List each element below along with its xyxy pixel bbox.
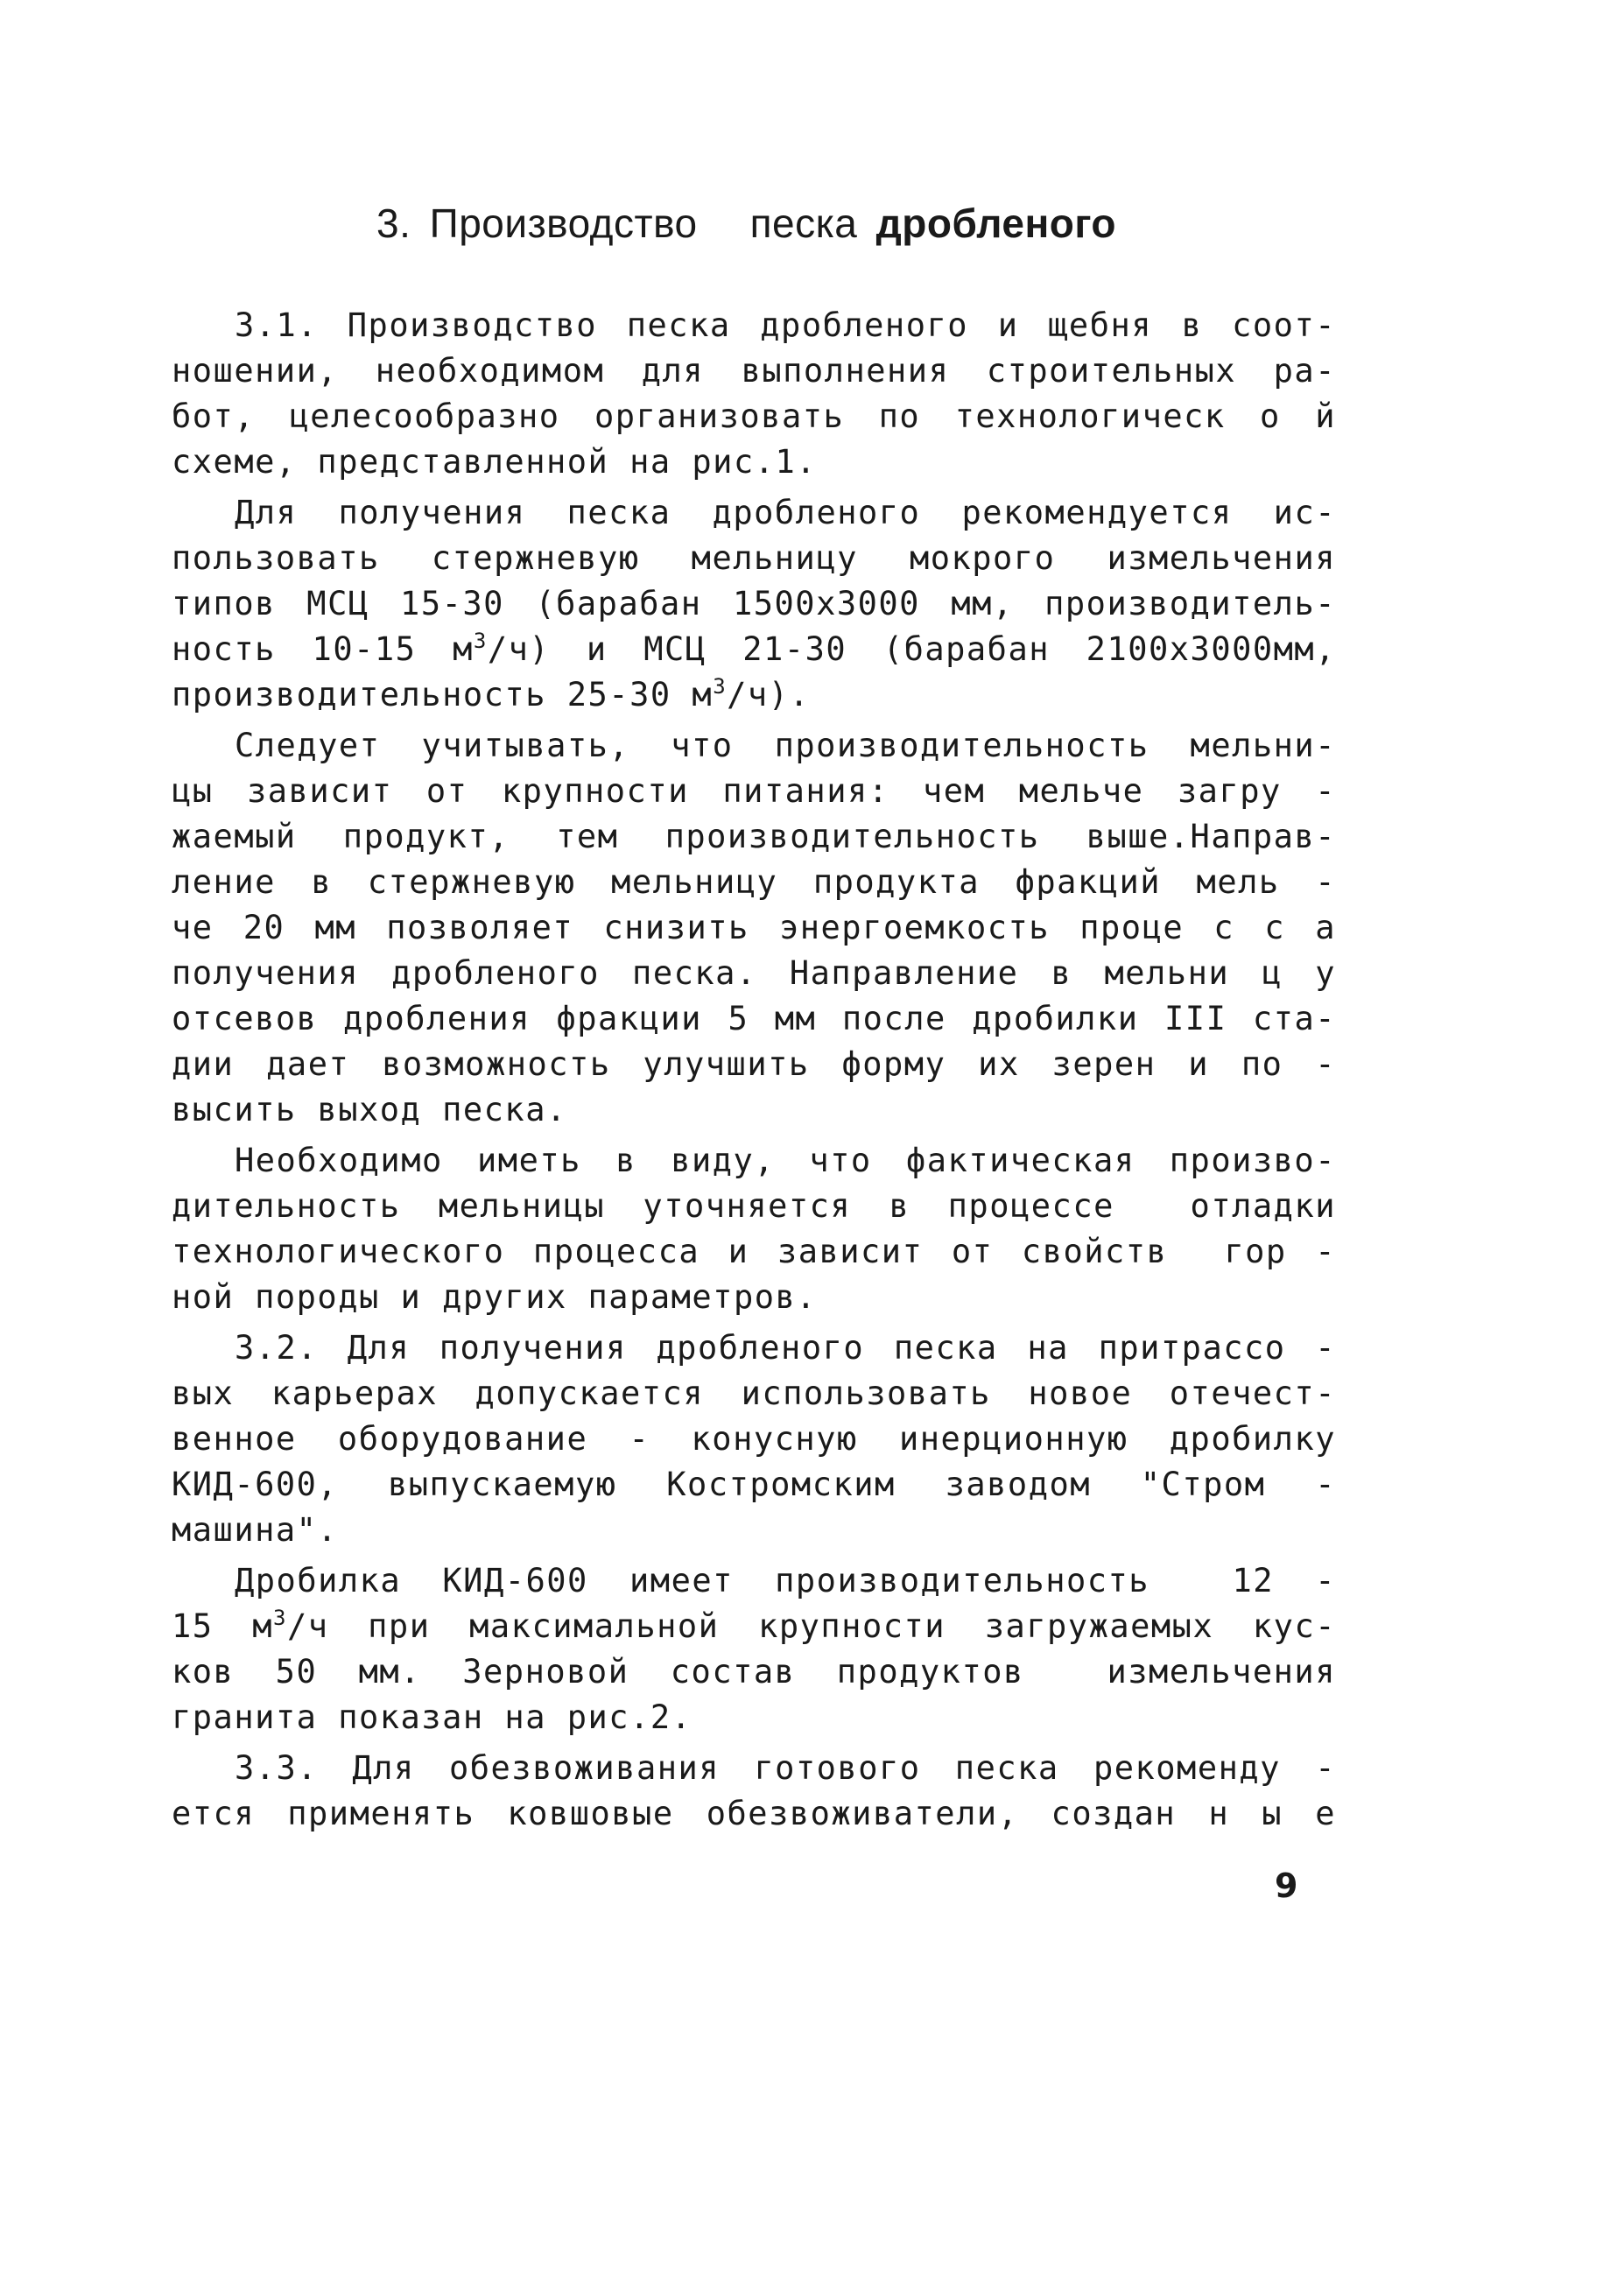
paragraph-p5: [172, 1325, 1336, 1553]
text-line: ной породы и других параметров.: [172, 1278, 818, 1316]
text-line: венное оборудование - конусную инерционную дробилку: [172, 1420, 1336, 1458]
text-line: Дробилка КИД-600 имеет производительность 12 -: [235, 1562, 1336, 1600]
text-line: машина".: [172, 1511, 339, 1549]
text-line: ление в стержневую мельницу продукта фракций мель -: [172, 863, 1336, 901]
text-line: технологического процесса и зависит от свойств гор -: [172, 1233, 1336, 1270]
text-line: дительность мельницы уточняется в процессе отладки: [172, 1187, 1336, 1225]
text-line: дии дает возможность улучшить форму их зерен и по -: [172, 1045, 1336, 1083]
text-line: 15 $м^3/ч$ при максимальной крупности загружаемых кус-: [172, 1606, 1336, 1645]
section-number: 3.: [376, 200, 411, 246]
text-line: ность 10-15 $м^3/ч$) и МСЦ 21-30 (барабан 2100х3000мм,: [172, 629, 1336, 668]
heading-word-crushed: дробленого: [875, 200, 1116, 246]
text-line: получения дробленого песка. Направление в мельни ц у: [172, 954, 1336, 992]
text-line: вых карьерах допускается использовать новое отечест-: [172, 1375, 1336, 1412]
text-line: 3.2. Для получения дробленого песка на притрассо -: [235, 1329, 1336, 1367]
paragraph-p3: [172, 723, 1336, 1133]
text-line: высить выход песка.: [172, 1091, 567, 1128]
paragraph-p6: [172, 1558, 1336, 1740]
text-line: Необходимо иметь в виду, что фактическая произво-: [235, 1142, 1336, 1179]
text-line: отсевов дробления фракции 5 мм после дробилки III ста-: [172, 1000, 1336, 1037]
paragraph-p2: [172, 490, 1336, 718]
paragraph-p4: [172, 1138, 1336, 1320]
text-line: че 20 мм позволяет снизить энергоемкость проце с с а: [172, 909, 1336, 946]
text-line: ется применять ковшовые обезвоживатели, создан н ы е: [172, 1795, 1336, 1832]
text-line: Следует учитывать, что производительность мельни-: [235, 727, 1336, 764]
text-line: пользовать стержневую мельницу мокрого измельчения: [172, 539, 1336, 577]
body-text: [172, 303, 1336, 1837]
heading-word-sand: песка: [749, 200, 858, 246]
paragraph-p1: [172, 303, 1336, 485]
text-line: гранита показан на рис.2.: [172, 1698, 692, 1736]
text-line: 3.3. Для обезвоживания готового песка рекоменду -: [235, 1749, 1336, 1787]
text-line: типов МСЦ 15-30 (барабан 1500х3000 мм, производитель-: [172, 585, 1336, 622]
text-line: цы зависит от крупности питания: чем мельче загру -: [172, 772, 1336, 810]
text-line: жаемый продукт, тем производительность выше.Направ-: [172, 818, 1336, 855]
page-number: 9: [1275, 1867, 1298, 1905]
paragraph-p7: [172, 1746, 1336, 1837]
heading-word-production: Производство: [429, 200, 698, 246]
text-line: бот, целесообразно организовать по технологическ о й: [172, 397, 1336, 435]
text-line: производительность 25-30 $м^3/ч$).: [172, 674, 811, 714]
text-line: ков 50 мм. Зерновой состав продуктов измельчения: [172, 1653, 1336, 1691]
text-line: схеме, представленной на рис.1.: [172, 443, 818, 481]
text-line: ношении, необходимом для выполнения строительных ра-: [172, 352, 1336, 390]
text-line: Для получения песка дробленого рекомендуется ис-: [235, 494, 1336, 531]
text-line: 3.1. Производство песка дробленого и щебня в соот-: [235, 306, 1336, 344]
section-heading: [376, 200, 1116, 247]
text-line: КИД-600, выпускаемую Костромским заводом "Стром -: [172, 1466, 1336, 1503]
